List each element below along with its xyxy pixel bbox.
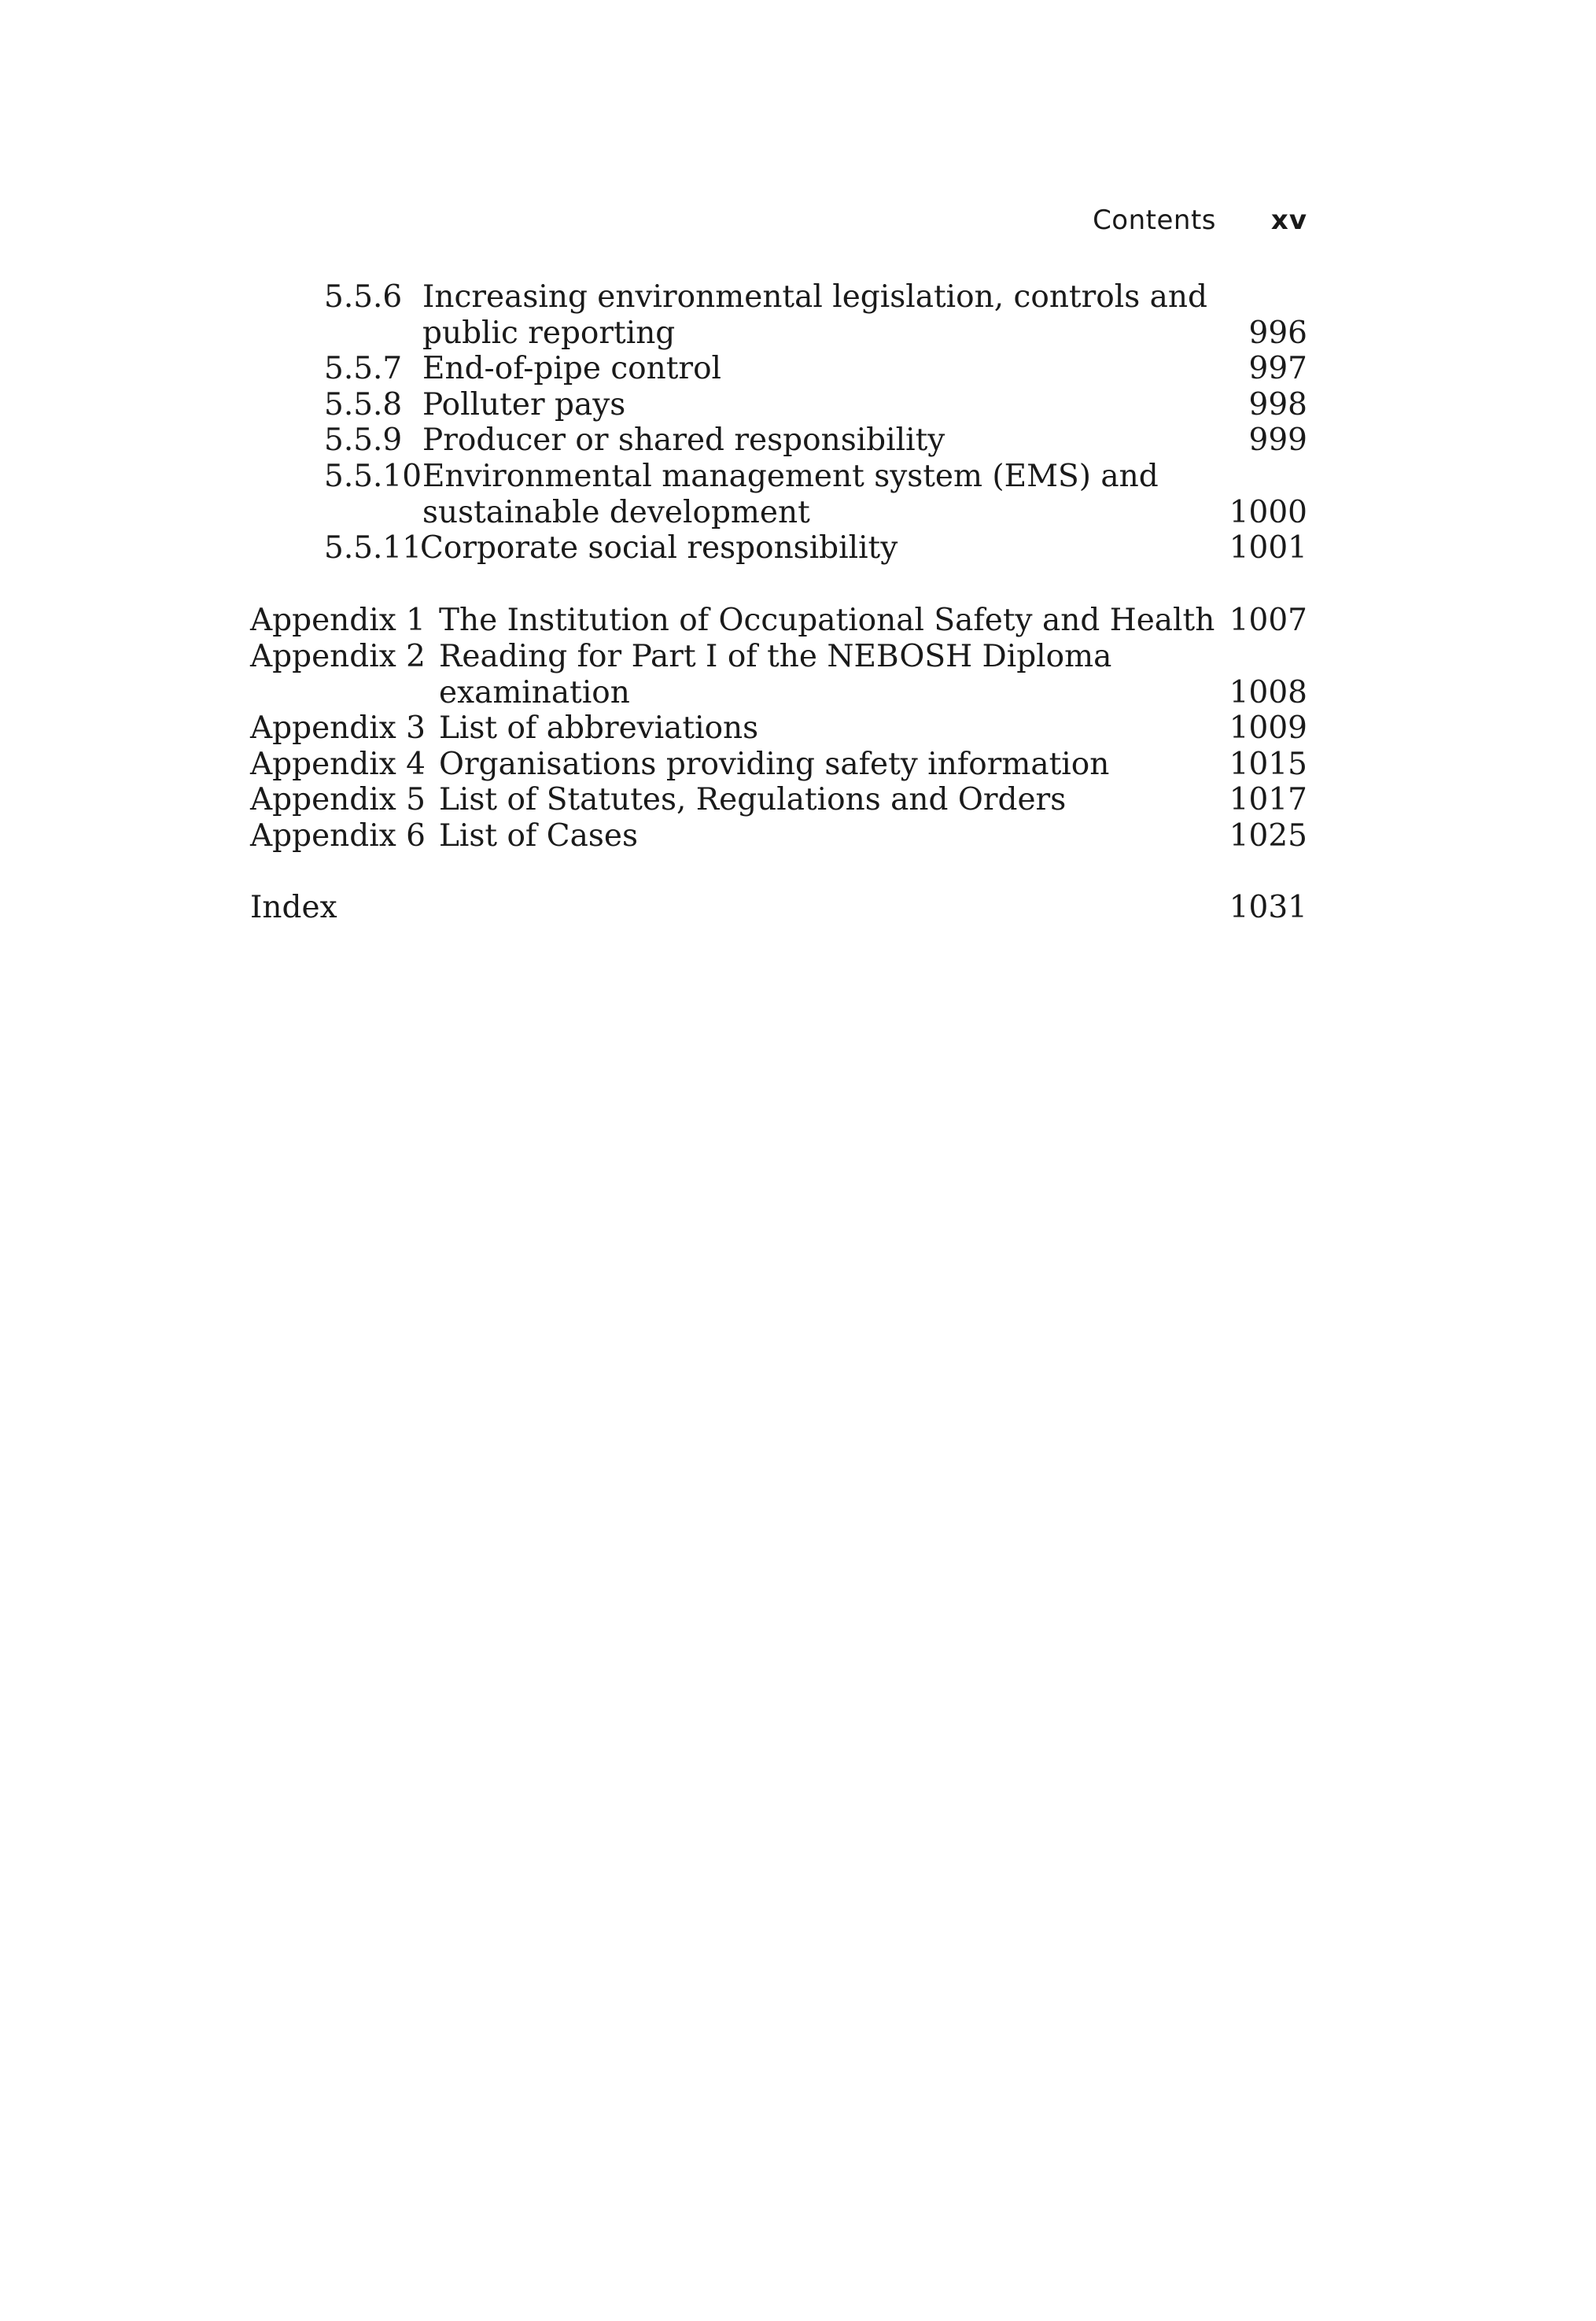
- page-number: 1001: [1229, 530, 1307, 566]
- appendix-title: Reading for Part I of the NEBOSH Diploma: [439, 639, 1112, 674]
- toc-entry-appendix-1: [250, 603, 1307, 639]
- page-number: 1025: [1229, 818, 1307, 854]
- appendix-title: List of Statutes, Regulations and Orders: [439, 782, 1067, 817]
- running-header-label: Contents: [1093, 205, 1216, 236]
- section-number: 5.5.6: [324, 279, 403, 315]
- page-number: 1015: [1229, 747, 1307, 782]
- section-number: 5.5.9: [324, 423, 403, 458]
- toc-entry-5-5-6: [324, 279, 1307, 315]
- appendix-title-continued: examination: [439, 675, 630, 710]
- page-number: 1000: [1229, 495, 1307, 530]
- section-title: Corporate social responsibility: [420, 530, 898, 566]
- page-number: 1017: [1229, 782, 1307, 817]
- page-number: 998: [1248, 387, 1307, 423]
- appendix-number: Appendix 4: [250, 747, 426, 782]
- toc-entry-appendix-4: [250, 747, 1307, 783]
- running-header: [1023, 205, 1307, 244]
- toc-entry-5-5-10: [324, 459, 1307, 495]
- toc-entry-5-5-10-continued: [324, 495, 1307, 531]
- section-title: Increasing environmental legislation, controls and: [422, 279, 1207, 315]
- page-number: 996: [1248, 315, 1307, 351]
- toc-entry-5-5-11: [324, 530, 1307, 566]
- page-number: 1031: [1229, 890, 1307, 925]
- section-number: 5.5.11: [324, 530, 422, 566]
- toc-entry-appendix-6: [250, 818, 1307, 854]
- section-title: End-of-pipe control: [422, 351, 722, 386]
- page-number: 1007: [1229, 603, 1307, 638]
- page-number: 1009: [1229, 710, 1307, 746]
- section-title-continued: public reporting: [422, 315, 676, 351]
- page-number: 999: [1248, 423, 1307, 458]
- page-number: 997: [1248, 351, 1307, 386]
- section-title: Producer or shared responsibility: [422, 423, 945, 458]
- toc-entry-5-5-8: [324, 387, 1307, 423]
- appendix-number: Appendix 1: [250, 603, 426, 638]
- appendix-title: Organisations providing safety information: [439, 747, 1110, 782]
- page-folio: xv: [1270, 205, 1307, 236]
- section-title-continued: sustainable development: [422, 495, 810, 530]
- toc-entry-5-5-6-continued: [324, 315, 1307, 352]
- page-number: 1008: [1229, 675, 1307, 710]
- appendix-number: Appendix 2: [250, 639, 426, 674]
- toc-entry-appendix-5: [250, 782, 1307, 818]
- appendix-title: The Institution of Occupational Safety and Health: [439, 603, 1215, 638]
- toc-entry-5-5-7: [324, 351, 1307, 387]
- appendix-title: List of abbreviations: [439, 710, 759, 746]
- toc-entry-appendix-2-continued: [250, 675, 1307, 711]
- section-title: Environmental management system (EMS) and: [422, 459, 1159, 494]
- section-number: 5.5.10: [324, 459, 422, 494]
- section-number: 5.5.8: [324, 387, 403, 423]
- appendix-number: Appendix 6: [250, 818, 426, 854]
- section-number: 5.5.7: [324, 351, 403, 386]
- section-title: Polluter pays: [422, 387, 626, 423]
- appendix-title: List of Cases: [439, 818, 638, 854]
- appendix-number: Appendix 5: [250, 782, 426, 817]
- index-title: Index: [250, 890, 337, 925]
- appendix-number: Appendix 3: [250, 710, 426, 746]
- toc-entry-appendix-3: [250, 710, 1307, 747]
- toc-entry-index: [250, 890, 1307, 926]
- toc-entry-appendix-2: [250, 639, 1307, 675]
- toc-entry-5-5-9: [324, 423, 1307, 459]
